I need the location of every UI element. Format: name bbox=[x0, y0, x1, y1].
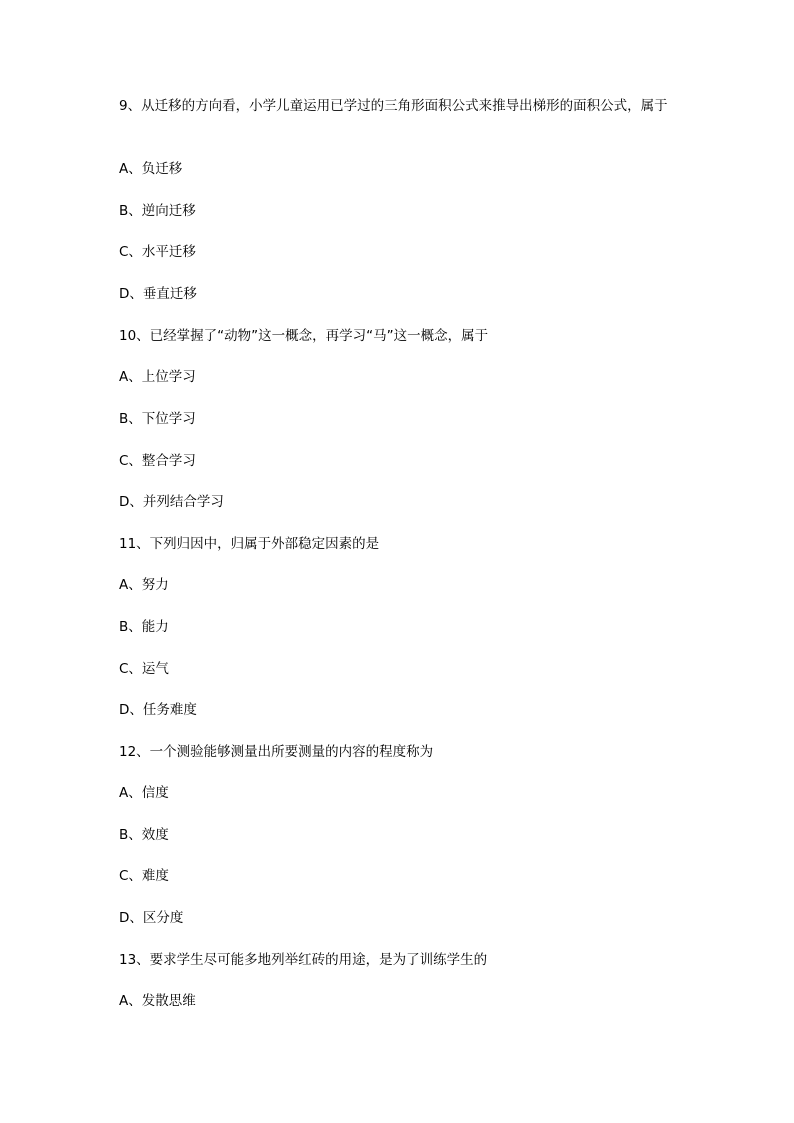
question-13-stem: 13、要求学生尽可能多地列举红砖的用途，是为了训练学生的 bbox=[119, 952, 488, 968]
question-12-stem: 12、一个测验能够测量出所要测量的内容的程度称为 bbox=[119, 744, 434, 760]
question-12-option-c: C、难度 bbox=[119, 868, 169, 884]
question-11-option-b: B、能力 bbox=[119, 619, 169, 635]
question-10-option-d: D、并列结合学习 bbox=[119, 494, 224, 510]
question-9-option-b: B、逆向迁移 bbox=[119, 203, 196, 219]
question-13-option-a: A、发散思维 bbox=[119, 993, 196, 1009]
question-9-option-d: D、垂直迁移 bbox=[119, 286, 197, 302]
question-10-stem: 10、已经掌握了“动物”这一概念，再学习“马”这一概念，属于 bbox=[119, 328, 489, 344]
question-11-stem: 11、下列归因中，归属于外部稳定因素的是 bbox=[119, 536, 380, 552]
question-12-option-d: D、区分度 bbox=[119, 910, 184, 926]
question-10-option-c: C、整合学习 bbox=[119, 453, 196, 469]
question-12-option-b: B、效度 bbox=[119, 827, 169, 843]
question-11-option-d: D、任务难度 bbox=[119, 702, 197, 718]
question-9-stem: 9、从迁移的方向看，小学儿童运用已学过的三角形面积公式来推导出梯形的面积公式，属于 bbox=[119, 98, 668, 114]
question-9-option-a: A、负迁移 bbox=[119, 161, 183, 177]
question-11-option-a: A、努力 bbox=[119, 577, 169, 593]
question-12-option-a: A、信度 bbox=[119, 785, 169, 801]
question-10-option-a: A、上位学习 bbox=[119, 369, 196, 385]
question-11-option-c: C、运气 bbox=[119, 661, 169, 677]
question-9-option-c: C、水平迁移 bbox=[119, 244, 196, 260]
question-10-option-b: B、下位学习 bbox=[119, 411, 196, 427]
